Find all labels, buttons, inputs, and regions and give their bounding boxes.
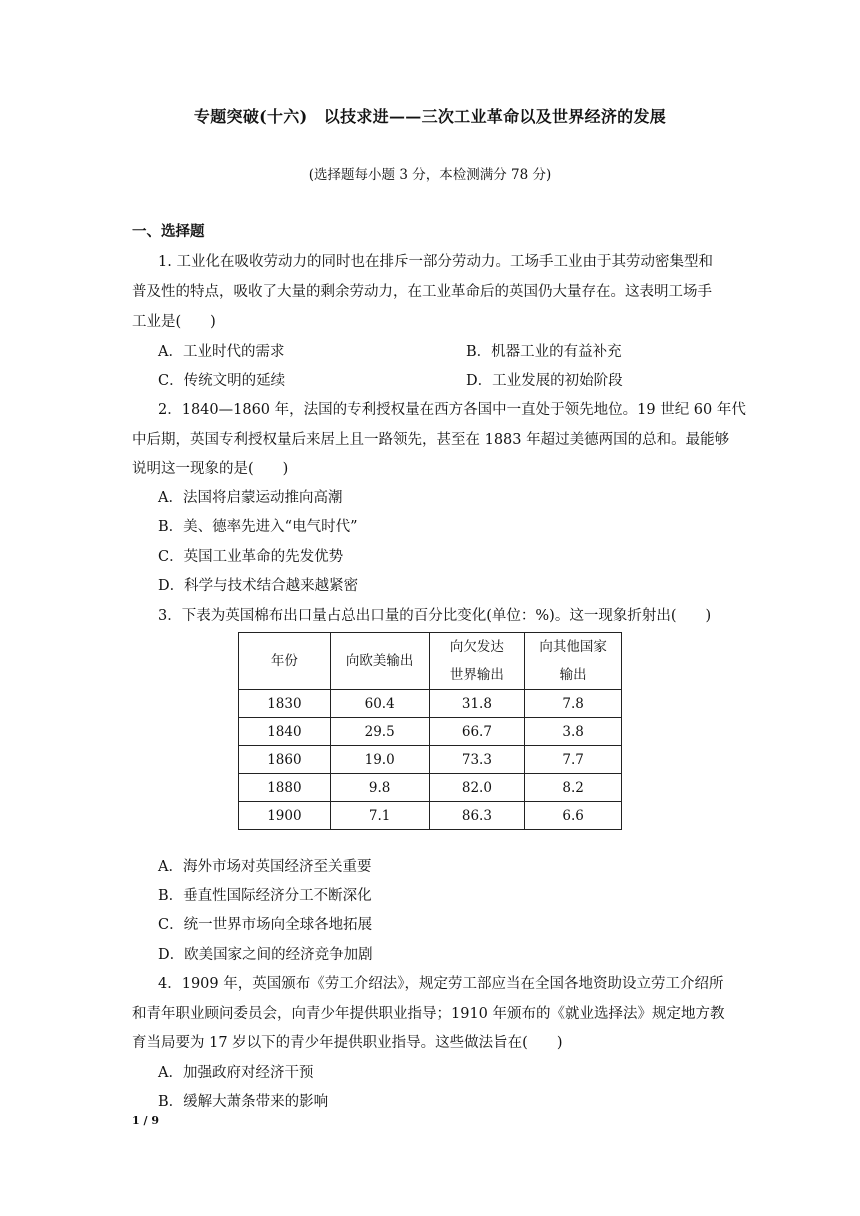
- table-cell: 7.1: [330, 802, 429, 830]
- table-cell: 60.4: [330, 690, 429, 718]
- q2-option-d[interactable]: D．科学与技术结合越来越紧密: [158, 578, 359, 594]
- q3-option-d[interactable]: D．欧美国家之间的经济竞争加剧: [158, 947, 373, 963]
- table-cell-year: 1840: [239, 718, 331, 746]
- table-header-cell: 向其他国家 输出: [525, 633, 622, 690]
- q1-option-c[interactable]: C．传统文明的延续: [158, 373, 286, 389]
- table-cell: 31.8: [429, 690, 525, 718]
- table-cell: 29.5: [330, 718, 429, 746]
- q3-option-c[interactable]: C．统一世界市场向全球各地拓展: [158, 917, 373, 933]
- q1-option-a[interactable]: A．工业时代的需求: [158, 344, 285, 360]
- q2-stem-line3: 说明这一现象的是( ): [132, 461, 289, 477]
- table-cell: 7.8: [525, 690, 622, 718]
- table-cell-year: 1860: [239, 746, 331, 774]
- table-cell: 7.7: [525, 746, 622, 774]
- table-row: [239, 774, 622, 802]
- table-cell: 73.3: [429, 746, 525, 774]
- q4-option-a[interactable]: A．加强政府对经济干预: [158, 1065, 314, 1081]
- q4-stem-line3: 育当局要为 17 岁以下的青少年提供职业指导。这些做法旨在( ): [132, 1035, 563, 1051]
- page-number: 1 / 9: [132, 1114, 159, 1127]
- q2-option-b[interactable]: B．美、德率先进入“电气时代”: [158, 519, 358, 535]
- table-cell: 82.0: [429, 774, 525, 802]
- table-header-cell: 向欠发达 世界输出: [429, 633, 525, 690]
- q4-option-b[interactable]: B．缓解大萧条带来的影响: [158, 1094, 329, 1110]
- table-cell: 9.8: [330, 774, 429, 802]
- table-row: [239, 746, 622, 774]
- table-cell: 3.8: [525, 718, 622, 746]
- score-note: (选择题每小题 3 分，本检测满分 78 分): [308, 167, 552, 183]
- table-cell: 6.6: [525, 802, 622, 830]
- q4-stem-line1: 4．1909 年，英国颁布《劳工介绍法》，规定劳工部应当在全国各地资助设立劳工介绍所: [158, 976, 724, 992]
- q1-stem-line2: 普及性的特点，吸收了大量的剩余劳动力，在工业革命后的英国仍大量存在。这表明工场手: [132, 284, 712, 300]
- q3-option-a[interactable]: A．海外市场对英国经济至关重要: [158, 859, 372, 875]
- q1-stem-line1: 1. 工业化在吸收劳动力的同时也在排斥一部分劳动力。工场手工业由于其劳动密集型和: [158, 254, 713, 270]
- q1-option-b[interactable]: B．机器工业的有益补充: [466, 344, 622, 360]
- q1-option-d[interactable]: D．工业发展的初始阶段: [466, 373, 623, 389]
- table-header-cell: 向欧美输出: [330, 633, 429, 690]
- q2-option-a[interactable]: A．法国将启蒙运动推向高潮: [158, 490, 343, 506]
- section-heading: 一、选择题: [132, 223, 205, 240]
- table-row: [239, 718, 622, 746]
- table-cell-year: 1830: [239, 690, 331, 718]
- q2-option-c[interactable]: C．英国工业革命的先发优势: [158, 549, 344, 565]
- table-cell: 86.3: [429, 802, 525, 830]
- q3-stem: 3．下表为英国棉布出口量占总出口量的百分比变化(单位：%)。这一现象折射出( ): [158, 608, 712, 624]
- table-cell: 19.0: [330, 746, 429, 774]
- cotton-export-table: [238, 632, 622, 830]
- table-cell-year: 1880: [239, 774, 331, 802]
- table-row: [239, 690, 622, 718]
- table-row: [239, 802, 622, 830]
- q3-option-b[interactable]: B．垂直性国际经济分工不断深化: [158, 888, 372, 904]
- table-cell: 8.2: [525, 774, 622, 802]
- table-cell: 66.7: [429, 718, 525, 746]
- q4-stem-line2: 和青年职业顾问委员会，向青少年提供职业指导；1910 年颁布的《就业选择法》规定地方教: [132, 1006, 725, 1022]
- table-header-cell: 年份: [239, 633, 331, 690]
- q2-stem-line1: 2．1840—1860 年，法国的专利授权量在西方各国中一直处于领先地位。19 世纪 60 年代: [158, 402, 746, 418]
- page-title: 专题突破(十六) 以技求进——三次工业革命以及世界经济的发展: [193, 107, 667, 126]
- q2-stem-line2: 中后期，英国专利授权量后来居上且一路领先，甚至在 1883 年超过美德两国的总和。最能够: [132, 432, 730, 448]
- table-cell-year: 1900: [239, 802, 331, 830]
- table-header-row: [239, 633, 622, 690]
- q1-stem-line3: 工业是( ): [132, 314, 216, 330]
